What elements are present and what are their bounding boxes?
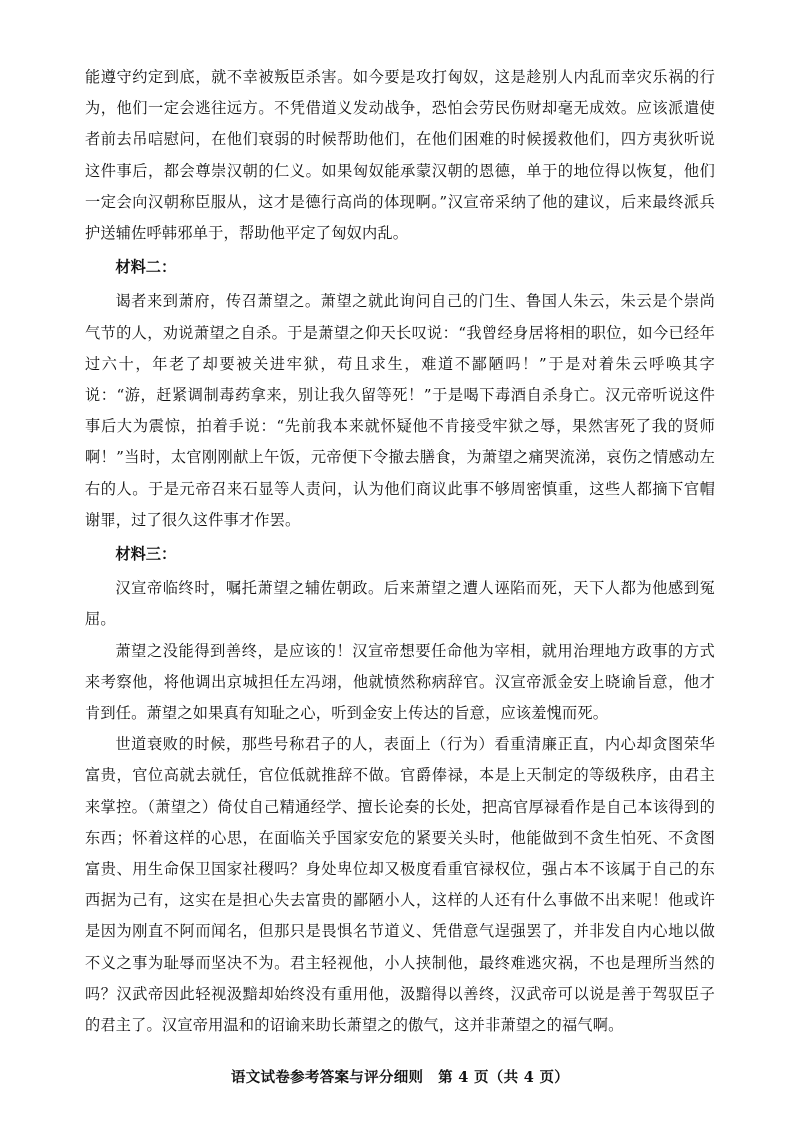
material-3-paragraph-1: 汉宣帝临终时，嘱托萧望之辅佐朝政。后来萧望之遭人诬陷而死，天下人都为他感到冤屈。 [85,579,715,629]
section-heading-material-2: 材料二： [115,258,177,277]
material-3-paragraph-2: 萧望之没能得到善终，是应该的！汉宣帝想要任命他为宰相，就用治理地方政事的方式来考察他，将他调出京城担任左冯翊，他就愤然称病辞官。汉宣帝派金安上晓谕旨意，他才肯到任。萧望之如果真有知耻之心，听到金安上传达的旨意，应该羞愧而死。 [85,641,715,723]
material-3-paragraph-3: 世道衰败的时候，那些号称君子的人，表面上（行为）看重清廉正直，内心却贪图荣华富贵，官位高就去就任，官位低就推辞不做。官爵俸禄，本是上天制定的等级秩序，由君主来掌控。（萧望之）倚仗自己精通经学、擅长论奏的长处，把高官厚禄看作是自己本该得到的东西；怀着这样的心思，在面临关乎国家安危的紧要关头时，他能做到不贪生怕死、不贪图富贵、用生命保卫国家社稷吗？身处卑位却又极度看重官禄权位，强占本不该属于自己的东西据为己有，这实在是担心失去富贵的鄙陋小人，这样的人还有什么事做不出来呢！他或许是因为刚直不阿而闻名，但那只是畏惧名节道义、凭借意气逞强罢了，并非发自内心地以做不义之事为耻辱而坚决不为。君主轻视他，小人挟制他，最终难逃灾祸，不也是理所当然的吗？汉武帝因此轻视汲黯却始终没有重用他，汲黯得以善终，汉武帝可以说是善于驾驭臣子的君主了。汉宣帝用温和的诏谕来助长萧望之的傲气，这并非萧望之的福气啊。 [85,735,715,1035]
material-2-paragraph: 谒者来到萧府，传召萧望之。萧望之就此询问自己的门生、鲁国人朱云，朱云是个崇尚气节的人，劝说萧望之自杀。于是萧望之仰天长叹说：“我曾经身居将相的职位，如今已经年过六十，年老了却要被关进牢狱，苟且求生，难道不鄙陋吗！”于是对着朱云呼唤其字说：“游，赶紧调制毒药拿来，别让我久留等死！”于是喝下毒酒自杀身亡。汉元帝听说这件事后大为震惊，拍着手说：“先前我本来就怀疑他不肯接受牢狱之辱，果然害死了我的贤师啊！”当时，太官刚刚献上午饭，元帝便下令撤去膳食，为萧望之痛哭流涕，哀伤之情感动左右的人。于是元帝召来石显等人责问，认为他们商议此事不够周密慎重，这些人都摘下官帽谢罪，过了很久这件事才作罢。 [85,292,715,529]
page-footer: 语文试卷参考答案与评分细则 第 4 页（共 4 页） [230,1069,570,1086]
intro-paragraph: 能遵守约定到底，就不幸被叛臣杀害。如今要是攻打匈奴，这是趁别人内乱而幸灾乐祸的行为，他们一定会逃往远方。不凭借道义发动战争，恐怕会劳民伤财却毫无成效。应该派遣使者前去吊唁慰问，在他们衰弱的时候帮助他们，在他们困难的时候援救他们，四方夷狄听说这件事后，都会尊崇汉朝的仁义。如果匈奴能承蒙汉朝的恩德，单于的地位得以恢复，他们一定会向汉朝称臣服从，这才是德行高尚的体现啊。”汉宣帝采纳了他的建议，后来最终派兵护送辅佐呼韩邪单于，帮助他平定了匈奴内乱。 [85,68,715,243]
section-heading-material-3: 材料三： [115,545,177,564]
document-page [85,62,715,1062]
